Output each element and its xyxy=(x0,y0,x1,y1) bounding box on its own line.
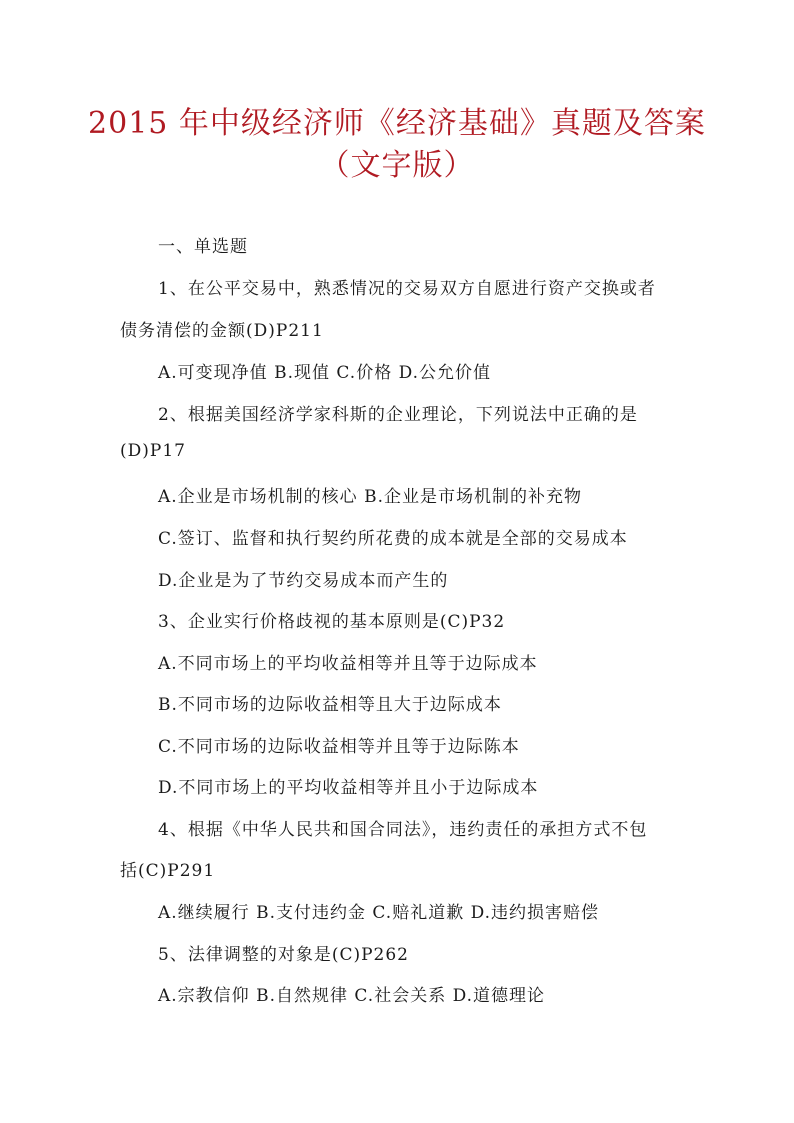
question-3-option-a: A.不同市场上的平均收益相等并且等于边际成本 xyxy=(158,654,538,674)
question-4-stem: 4、根据《中华人民共和国合同法》，违约责任的承担方式不包 xyxy=(158,820,648,840)
question-4-options: A.继续履行 B.支付违约金 C.赔礼道歉 D.违约损害赔偿 xyxy=(158,903,600,923)
question-2-stem: 2、根据美国经济学家科斯的企业理论，下列说法中正确的是 xyxy=(158,405,638,425)
question-1-stem-cont: 债务清偿的金额(D)P211 xyxy=(120,321,324,341)
question-3-option-b: B.不同市场的边际收益相等且大于边际成本 xyxy=(158,695,502,715)
question-1-options: A.可变现净值 B.现值 C.价格 D.公允价值 xyxy=(158,363,492,383)
question-1-stem: 1、在公平交易中，熟悉情况的交易双方自愿进行资产交换或者 xyxy=(158,279,656,299)
question-3-option-c: C.不同市场的边际收益相等并且等于边际陈本 xyxy=(158,737,520,757)
question-3-stem: 3、企业实行价格歧视的基本原则是(C)P32 xyxy=(158,612,506,632)
document-subtitle: （文字版） xyxy=(319,148,475,183)
question-3-option-d: D.不同市场上的平均收益相等并且小于边际成本 xyxy=(158,778,539,798)
section-heading: 一、单选题 xyxy=(158,237,248,257)
question-2-option-ab: A.企业是市场机制的核心 B.企业是市场机制的补充物 xyxy=(158,487,582,507)
question-2-option-c: C.签订、监督和执行契约所花费的成本就是全部的交易成本 xyxy=(158,529,628,549)
question-5-options: A.宗教信仰 B.自然规律 C.社会关系 D.道德理论 xyxy=(158,986,546,1006)
question-2-stem-cont: (D)P17 xyxy=(120,441,186,461)
question-2-option-d: D.企业是为了节约交易成本而产生的 xyxy=(158,571,449,591)
question-5-stem: 5、法律调整的对象是(C)P262 xyxy=(158,945,409,965)
document-title: 2015 年中级经济师《经济基础》真题及答案 xyxy=(88,106,706,141)
question-4-stem-cont: 括(C)P291 xyxy=(120,861,216,881)
